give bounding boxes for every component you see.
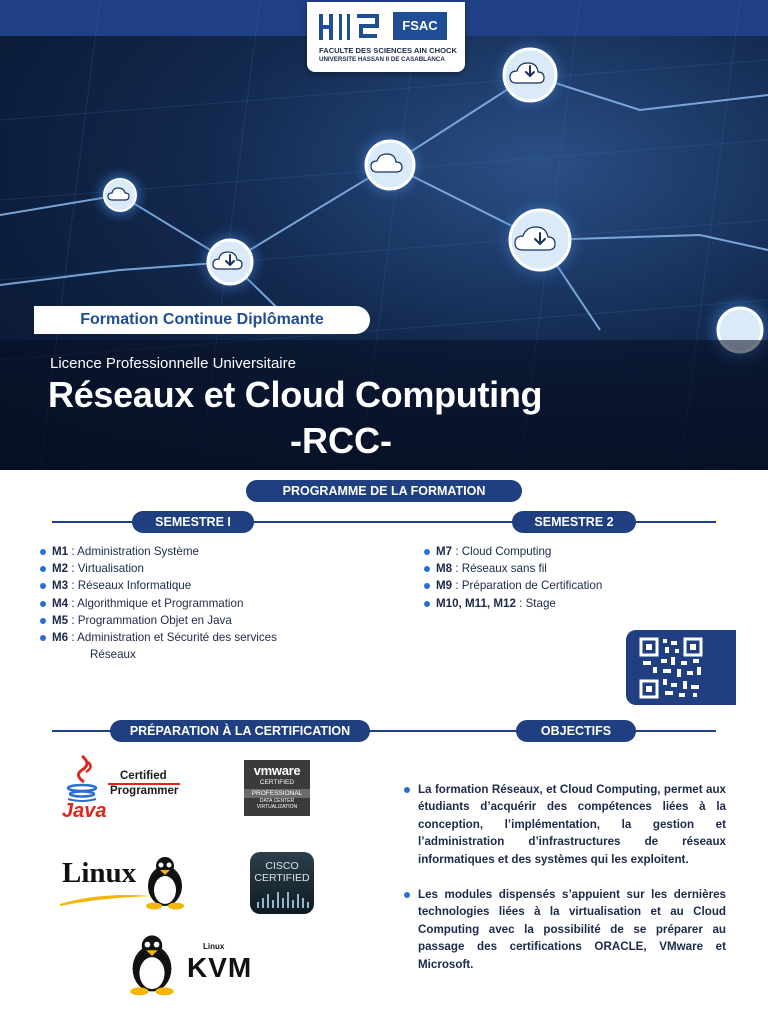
formation-badge: Formation Continue Diplômante [34, 306, 370, 334]
objective-item-2: Les modules dispensés s’appuient sur les dernières technologies liées à la virtualisation et au Cloud Computing avec la possibilité de se préparer au passage des certifications ORACLE, VMware et Microsoft. [404, 886, 726, 973]
list-item: M8 : Réseaux sans fil [424, 560, 724, 577]
list-item: M7 : Cloud Computing [424, 543, 724, 560]
list-item: M3 : Réseaux Informatique [40, 577, 340, 594]
list-item: M9 : Préparation de Certification [424, 577, 724, 594]
list-item: M5 : Programmation Objet en Java [40, 612, 340, 629]
kvm-tux-icon [124, 932, 180, 996]
fsac-tag: FSAC [393, 12, 447, 40]
qr-code-panel[interactable] [626, 630, 736, 705]
semester-1-modules [40, 543, 340, 663]
degree-subtitle: Licence Professionnelle Universitaire [50, 355, 296, 372]
program-heading: PROGRAMME DE LA FORMATION [246, 480, 522, 502]
semester-2-modules [424, 543, 724, 612]
linux-swoosh-icon [60, 890, 152, 906]
objectives-heading: OBJECTIFS [516, 720, 636, 742]
objective-item-1: La formation Réseaux, et Cloud Computing, permet aux étudiants d’acquérir des compétences liées à la conception, l’implémentation, la gestion et l’administration d’infrastructures de réseaux informatiques et des systèmes qui les exploitent. [404, 781, 726, 868]
list-item: M2 : Virtualisation [40, 560, 340, 577]
uh2-emblem-icon [319, 12, 383, 42]
java-logo-icon [64, 754, 104, 802]
hero-banner [0, 0, 768, 470]
cisco-certified-badge: CISCO CERTIFIED [250, 852, 314, 914]
java-certified-label: Certified [120, 770, 167, 782]
semester-1-label: SEMESTRE I [132, 511, 254, 533]
certification-heading: PRÉPARATION À LA CERTIFICATION [110, 720, 370, 742]
java-programmer-label: Programmer [110, 785, 179, 797]
tux-penguin-icon [142, 854, 188, 910]
university-name: UNIVERSITE HASSAN II DE CASABLANCA [319, 56, 445, 63]
kvm-wordmark: KVM [187, 952, 253, 983]
list-item: M10, M11, M12 : Stage [424, 595, 724, 612]
java-wordmark: Java [62, 800, 107, 822]
page-title: Réseaux et Cloud Computing [48, 374, 543, 415]
faculty-name: FACULTE DES SCIENCES AIN CHOCK [319, 46, 457, 55]
university-logo [307, 2, 465, 72]
semester-2-label: SEMESTRE 2 [512, 511, 636, 533]
vmware-certified-badge: vmware CERTIFIED PROFESSIONAL DATA CENTER VIRTUALIZATION [244, 760, 310, 816]
qr-code-icon [639, 637, 703, 699]
list-item: M6 : Administration et Sécurité des services Réseaux [40, 629, 340, 663]
kvm-linux-label: Linux [203, 942, 225, 951]
linux-wordmark: Linux [62, 857, 137, 889]
cisco-bars-icon [255, 890, 309, 908]
list-item: M4 : Algorithmique et Programmation [40, 595, 340, 612]
vmware-wordmark: vmware [253, 763, 301, 778]
program-acronym: -RCC- [290, 420, 392, 461]
list-item: M1 : Administration Système [40, 543, 340, 560]
